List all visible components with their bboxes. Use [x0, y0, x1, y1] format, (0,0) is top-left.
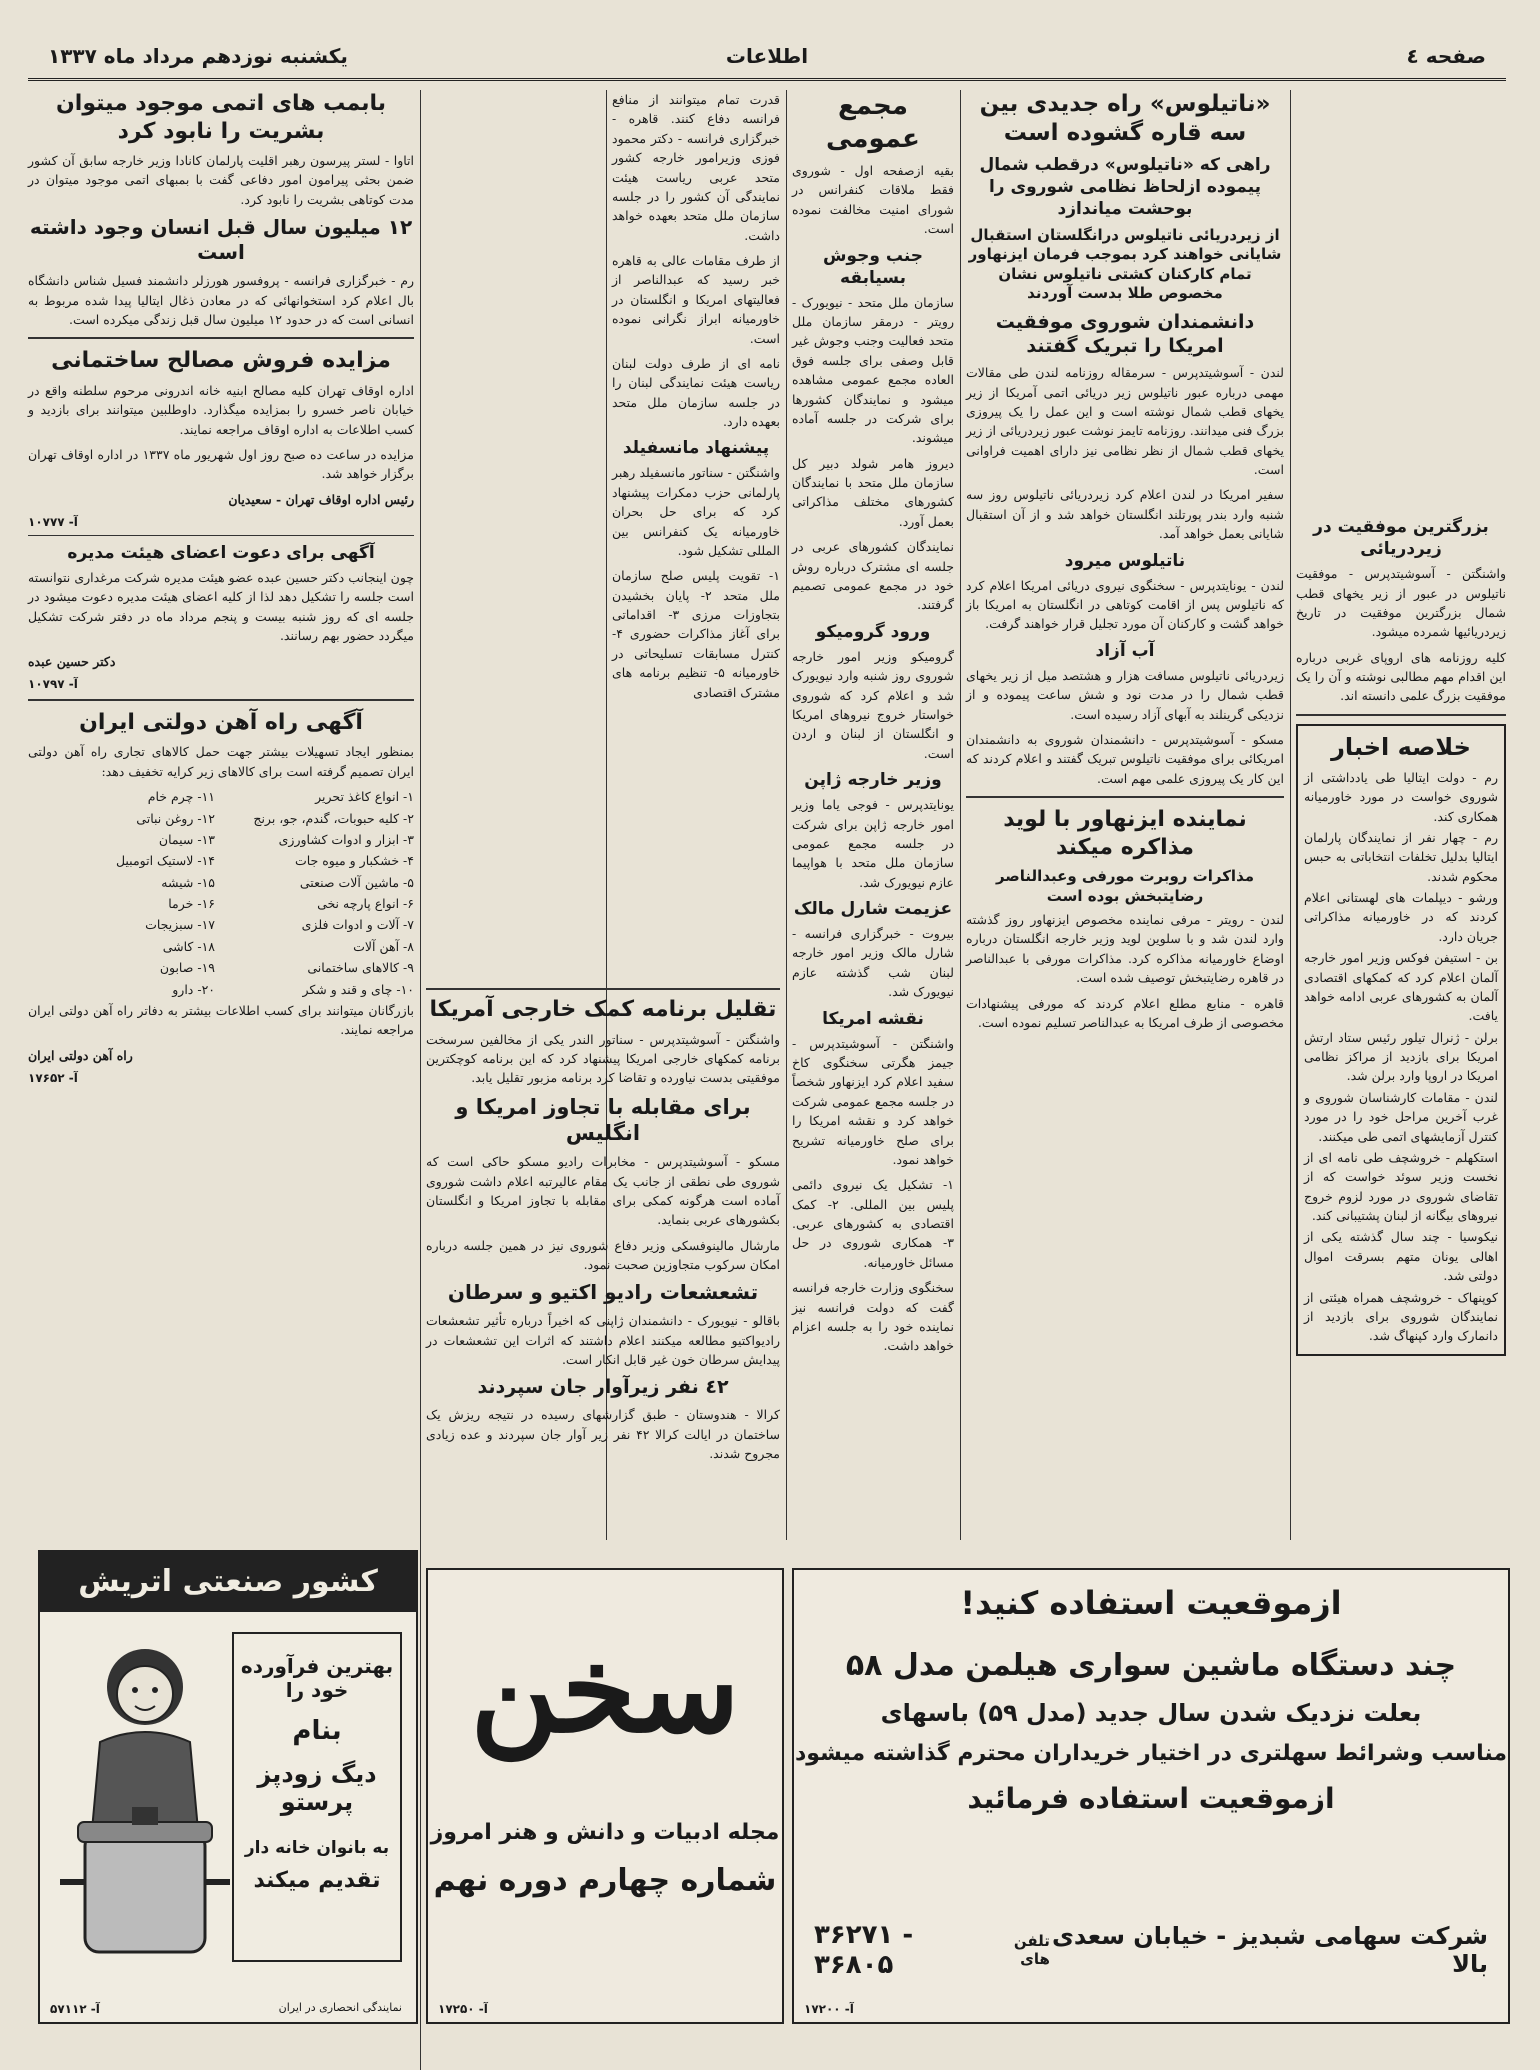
ad-magazine-title: سخن [470, 1619, 740, 1760]
subheading: عزیمت شارل مالک [793, 899, 953, 919]
headline-aggression: برای مقابله با تجاوز امریکا و انگلیس [455, 1094, 751, 1145]
article-text: لندن - یونایتدپرس - سخنگوی نیروی دریائی امریکا اعلام کرد که ناتیلوس پس از اقامت کوتاهی در انگلستان به امریکا باز خواهد گشت و کارکنان آن مورد تجلیل قرار خواهند گرفت. [966, 577, 1284, 632]
ad-line: بعلت نزدیک شدن سال جدید (مدل ۵۹) باسهای [880, 1699, 1422, 1727]
subheading: جنب وجوش بسیابقه [822, 245, 924, 288]
summary-item: رم - چهار نفر از نمایندگان پارلمان ایتالیا بدلیل تخلفات انتخاباتی به حبس محکوم شدند. [1304, 829, 1498, 884]
list-item: ۸- آهن آلات [353, 938, 414, 954]
ad-line: تقدیم میکند [253, 1868, 381, 1893]
ad-code: ۱۰۷۹۷ -آ [28, 676, 78, 691]
article-text: واشنگتن - آسوشیتدپرس - موفقیت ناتیلوس در عبور از زیر یخهای قطب شمال بزرگترین موفقیت در تاریخ زیردریائیها شمرده میشود. [1296, 566, 1506, 640]
list-item: ۴- خشکبار و میوه جات [294, 853, 414, 869]
article-text: واشنگتن - آسوشیتدپرس - سناتور الندر یکی از مخالفین سرسخت برنامه کمکهای خارجی امریکا پیشنهاد کرد که این برنامه کوچکترین موفقیتی بدست نیاورده و تقاضا کرد برنامه مزبور تقلیل یابد. [426, 1031, 780, 1086]
news-column-middle [612, 90, 780, 990]
list-item: ۱۱- چرم خام [147, 789, 215, 805]
ad-hillman-cars [792, 1568, 1510, 2024]
list-item: ۶- انواع پارچه نخی [317, 896, 414, 912]
list-item: ۱۵- شیشه [161, 874, 215, 890]
list-item: ۱۴- لاستیک اتومبیل [115, 853, 215, 869]
paper-name: اطلاعات [725, 44, 809, 68]
ad-sokhan-magazine [426, 1568, 784, 2024]
ad-magazine-issue: شماره چهارم دوره نهم [433, 1863, 777, 1898]
article-text: مزایده در ساعت ده صبح روز اول شهریور ماه ۱۳۳۷ در اداره اوقاف تهران برگزار خواهد شد. [28, 446, 414, 482]
subhead-nautilus-3: دانشمندان شوروی موفقیت امریکا را تبریک گفتند [995, 310, 1255, 358]
article-text: نمایندگان کشورهای عربی در جلسه ای مشترک درباره روش خود در مجمع عمومی تصمیم گرفتند. [792, 539, 954, 613]
news-column-lower-middle [426, 988, 780, 1566]
page-number: صفحه ٤ [1406, 44, 1486, 68]
ad-line: بهترین فرآورده خود را [240, 1654, 394, 1702]
article-text: کرالا - هندوستان - طبق گزارشهای رسیده در نتیجه ریزش یک ساختمان در ایالت کرالا ۴۲ نفر زیر آوار جان سپردند و عده زیادی مجروح شدند. [426, 1407, 780, 1461]
ad-code: ۱۰۷۷۷ -آ [28, 515, 78, 529]
list-item: ۱۸- کاشی [162, 938, 215, 954]
article-text: مسکو - آسوشیتدپرس - دانشمندان شوروی به دانشمندان امریکائی برای موفقیت ناتیلوس تبریک گفتند و اعلام کردند که این کار یک پیروزی علمی مهم است. [966, 731, 1284, 786]
summary-item: رم - دولت ایتالیا طی یادداشتی از شوروی خواست در مورد خاورمیانه همکاری کند. [1304, 769, 1498, 824]
list-item: ۳- ابزار و ادوات کشاورزی [278, 831, 414, 847]
ad-line: چند دستگاه ماشین سواری هیلمن مدل ۵۸ [845, 1648, 1457, 1683]
news-column-nautilus [966, 90, 1284, 1170]
article-text: قدرت تمام میتوانند از منافع فرانسه دفاع کنند. قاهره - خبرگزاری فرانسه - دکتر محمود فوزی وزیرامور خارجه کشور متحد عربی ریاست هیئت نمایندگی آن کشور را در جلسه سازمان ملل متحد بعهده خواهد داشت. [612, 92, 780, 243]
summary-item: برلن - ژنرال تیلور رئیس ستاد ارتش امریکا برای بازدید از مراکز نظامی امریکا در اروپا وارد برلن شد. [1304, 1029, 1498, 1084]
ad-austria-pressure-cooker [38, 1550, 418, 2024]
list-item: ۹- کالاهای ساختمانی [307, 960, 414, 976]
ad-title: کشور صنعتی اتریش [40, 1552, 416, 1612]
headline-radiation: تشعشعات رادیو اکتیو و سرطان [447, 1280, 759, 1305]
subheading: پیشنهاد مانسفیلد [622, 438, 770, 459]
spacer [792, 1128, 1284, 1138]
article-text: قاهره - منابع مطلع اعلام کردند که مورفی پیشنهادات مخصوصی از طرف امریکا به عبدالناصر تسلیم نموده است. [966, 995, 1284, 1030]
list-item: ۱۶- خرما [168, 896, 215, 912]
summary-item: استکهلم - خروشچف طی نامه ای از نخست وزیر سوئد خواست که از تقاضای شوروی در مورد لزوم خروج نیروهای بیگانه از لبنان پشتیبانی کند. [1304, 1149, 1498, 1224]
ad-phone-label: تلفن های [1013, 1932, 1050, 1968]
list-item: ۱۳- سیمان [158, 831, 215, 847]
headline-12-million-years: ۱۲ میلیون سال قبل انسان وجود داشته است [29, 215, 413, 265]
signature: رئیس اداره اوقاف تهران - سعیدیان [228, 491, 414, 507]
ad-line: بنام [292, 1716, 342, 1746]
ad-code: ۱۷۲۵۰ -آ [438, 2002, 488, 2016]
article-text: باقالو - نیویورک - دانشمندان ژاپنی که اخیراً درباره تأثیر تشعشعات رادیواکتیو مطالعه میکنند اعلام داشتند که اثرات این تشعشعات در پیدایش سرطان خون غیر قابل انکار است. [426, 1313, 780, 1368]
article-text: اداره اوقاف تهران کلیه مصالح ابنیه خانه اندرونی مرحوم سلطنه واقع در خیابان ناصر خسرو را بمزایده میگذارد. داوطلبین میتوانند برای بازدید و کسب اطلاعات به اداره اوقاف مراجعه نمایند. [28, 382, 414, 437]
subhead-murphy: مذاکرات روبرت مورفی وعبدالناصر رضایتبخش بوده است [995, 867, 1255, 905]
article-text: ۱- تقویت پلیس صلح سازمان ملل متحد ۲- پایان بخشیدن بتجاوزات مرزی ۳- اقداماتی برای آغاز مذاکرات حضوری ۴- کنترل مسابقات تسلیحاتی در خاورمیانه ۵- تنظیم برنامه های مشترک اقتصادی [612, 568, 780, 700]
article-text: مارشال مالینوفسکی وزیر دفاع شوروی نیز در همین جلسه درباره امکان سرکوب متجاوزین صحبت نمود. [426, 1237, 780, 1272]
column-rule [420, 90, 421, 2070]
masthead [28, 38, 1506, 81]
article-text: لندن - آسوشیتدپرس - سرمقاله روزنامه لندن طی مقالات مهمی درباره عبور ناتیلوس زیر دریائی اتمی آمریکا از زیر یخهای قطب شمال نوشته است و این عمل را یک پیروزی بزرگ فنی میدانند. روزنامه تایمز نوشت عبور زیردریائی از زیر یخهای قطب شمال از نظر نظامی نیز دارای اهمیت فراوانی است. [966, 365, 1284, 478]
article-text: نامه ای از طرف دولت لبنان ریاست هیئت نمایندگی لبنان را در جلسه سازمان ملل متحد بعهده دارد. [612, 355, 780, 429]
signature: راه آهن دولتی ایران [28, 1047, 133, 1063]
subheading: وزیر خارجه ژاپن [804, 770, 942, 791]
article-text: بقیه ازصفحه اول - شوروی فقط ملاقات کنفرانس در شورای امنیت مخالفت نموده است. [792, 163, 954, 237]
list-item: ۱۰- چای و قند و شکر [302, 981, 414, 997]
article-text: سفیر امریکا در لندن اعلام کرد زیردریائی ناتیلوس روز سه شنبه وارد بندر پورتلند انگلستان خواهد شد و از آن استقبال شایانی بعمل خواهد آمد. [966, 487, 1284, 542]
news-column-general-assembly [792, 90, 954, 1354]
headline-eisenhower-envoy: نماینده ایزنهاور با لوید مذاکره میکند [1003, 807, 1247, 860]
ad-line: ازموقعیت استفاده فرمائید [967, 1782, 1335, 1815]
article-text: اتاوا - لستر پیرسون رهبر اقلیت پارلمان کانادا وزیر خارجه سابق آن کشور ضمن بحثی پیرامون امور دفاعی گفت با بمبهای اتمی موجود میتوان در مدت کوتاهی بشریت را نابود کرد. [28, 153, 414, 207]
ad-company-row [814, 1920, 1488, 1980]
list-item: ۲- کلیه حبوبات، گندم، جو، برنج [253, 810, 414, 826]
ad-magazine-subtitle: مجله ادبیات و دانش و هنر امروز [430, 1820, 780, 1845]
article-text: بیروت - خبرگزاری فرانسه - شارل مالک وزیر امور خارجه لبنان شب گذشته عازم نیویورک شد. [792, 926, 954, 1000]
article-text: از طرف مقامات عالی به قاهره خبر رسید که عبدالناصر از فعالیتهای امریکا و انگلستان در خاورمیانه ابراز نگرانی نموده است. [612, 253, 780, 346]
headline-nautilus: «ناتیلوس» راه جدیدی بین سه قاره گشوده است [979, 91, 1271, 146]
news-column-left [28, 90, 414, 1560]
summary-item: ورشو - دیپلمات های لهستانی اعلام کردند که در خاورمیانه مذاکراتی جریان دارد. [1304, 890, 1498, 944]
article-text: سازمان ملل متحد - نیویورک - رویتر - درمقر سازمان ملل متحد فعالیت وجنب وجوش غیر قابل وصفی برای جلسه فوق العاده مجمع عمومی مشاهده میشود و نمایندگان کشورها برای شرکت در جلسه آماده میشوند. [792, 294, 954, 446]
ad-footer: نمایندگی انحصاری در ایران [278, 2001, 402, 2014]
column-rule [786, 90, 787, 1540]
issue-date: یکشنبه نوزدهم مرداد ماه ۱۳۳۷ [48, 44, 348, 68]
headline-atomic-bombs: بابمب های اتمی موجود میتوان بشریت را نابود کرد [56, 91, 386, 144]
subhead-nautilus: راهی که «ناتیلوس» درقطب شمال پیموده ازلحاظ نظامی شوروی را بوحشت میاندازد [979, 154, 1271, 219]
headline-foreign-aid: تقلیل برنامه کمک خارجی آمریکا [429, 997, 777, 1022]
railway-goods-list [28, 787, 414, 1001]
article-text: دیروز هامر شولد دبیر کل سازمان ملل متحد با نمایندگان کشورهای مختلف مذاکراتی بعمل آورد. [792, 455, 954, 529]
list-item: ۷- آلات و ادوات فلزی [301, 917, 414, 933]
ad-title: ازموقعیت استفاده کنید! [960, 1584, 1342, 1622]
ad-line: به بانوان خانه دار [244, 1838, 390, 1858]
article-text: سخنگوی وزارت خارجه فرانسه گفت که دولت فرانسه نیز نماینده خود را به جلسه اعزام خواهد داشت. [792, 1280, 954, 1354]
article-text: زیردریائی ناتیلوس مسافت هزار و هشتصد میل از زیر یخهای قطب شمال را در مدت نود و شش ساعت پیموده و از نزدیکی گرینلند به آبهای آزاد رسیده است. [966, 667, 1284, 722]
ad-slogan-box [232, 1632, 402, 1962]
column-rule [960, 90, 961, 1540]
ad-line: مناسب وشرائط سهلتری در اختیار خریداران محترم گذاشته میشود [795, 1741, 1507, 1766]
ad-brand: دیگ زودپز پرستو [257, 1760, 377, 1816]
article-text: کلیه روزنامه های اروپای غربی درباره این اقدام مهم مطالبی نوشته و آن را یک موفقیت بزرگ علمی دانسته اند. [1296, 649, 1506, 704]
woman-with-cooker-illustration [60, 1632, 230, 1972]
article-text: لندن - رویتر - مرفی نماینده مخصوص ایزنهاور روز گذشته وارد لندن شد و با سلوین لوید وزیر خارجه انگلستان درباره اوضاع خاورمیانه مذاکره کرد. مذاکرات مورفی با عبدالناصر در قاهره رضایتبخش توصیف شده است. [966, 912, 1284, 986]
article-text: واشنگتن - آسوشیتدپرس - جیمز هگرتی سخنگوی کاخ سفید اعلام کرد ایزنهاور شخصاً در جلسه مجمع عمومی شرکت خواهد کرد و نقشه امریکا را برای صلح خاورمیانه تشریح خواهد نمود. [792, 1035, 954, 1167]
list-item: ۵- ماشین آلات صنعتی [299, 874, 414, 890]
article-text: بازرگانان میتوانند برای کسب اطلاعات بیشتر به دفاتر راه آهن دولتی ایران مراجعه نمایند. [28, 1002, 414, 1038]
summary-item: کوپنهاک - خروشچف همراه هیئتی از نمایندگان شوروی برای بازدید از دانمارک وارد کپنهاگ شد. [1304, 1289, 1498, 1344]
summary-item: بن - استیفن فوکس وزیر امور خارجه آلمان اعلام کرد که کمکهای اقتصادی آلمان به کشورهای عربی ادامه خواهد یافت. [1304, 950, 1498, 1024]
summary-item: لندن - مقامات کارشناسان شوروی و غرب آخرین مراحل خود را در مورد کنترل آزمایشهای اتمی طی میکنند. [1304, 1089, 1498, 1144]
ad-phones: ۳۶۲۷۱ - ۳۶۸۰۵ [814, 1920, 914, 1980]
news-summary-box [1296, 724, 1506, 1356]
subhead-nautilus-2: از زیردریائی ناتیلوس درانگلستان استقبال شایانی خواهند کرد بموجب فرمان ایزنهاور تمام کارکنان کشتی ناتیلوس نشان مخصوص طلا بدست آوردند [968, 225, 1282, 303]
news-summary-list [1304, 768, 1498, 1346]
list-item: ۱۹- صابون [159, 960, 215, 976]
headline-railway: آگهی راه آهن دولتی ایران [79, 709, 363, 735]
list-item: ۲۰- دارو [172, 981, 215, 997]
subheading: نقشه امریکا [822, 1008, 924, 1029]
ad-code: ۱۷۲۰۰ -آ [804, 2002, 854, 2016]
article-text: چون اینجانب دکتر حسین عبده عضو هیئت مدیره شرکت مرغداری نتوانسته است جلسه را تشکیل دهد لذا از کلیه اعضای هیئت مدیره دعوت میشود در جلسه ای که روز شنبه بیست و پنجم مرداد ماه در دفتر شرکت تشکیل میگردد حضور بهم رسانند. [28, 570, 414, 644]
headline-collapse: ٤٢ نفر زیرآوار جان سپردند [477, 1375, 729, 1398]
list-item: ۱۷- سبزیجات [145, 917, 215, 933]
headline-auction: مزایده فروش مصالح ساختمانی [51, 348, 391, 374]
article-text: گرومیکو وزیر امور خارجه شوروی روز شنبه وارد نیویورک شد و اعلام کرد که شوروی خواستار خروج نیروهای امریکا و انگلستان از لبنان و اردن است. [792, 648, 954, 761]
column-rule [1290, 90, 1291, 1540]
subheading: آب آزاد [1095, 640, 1155, 661]
blank-top [1296, 90, 1506, 510]
subheading: ورود گرومیکو [815, 621, 931, 642]
ad-company: شرکت سهامی شبدیز - خیابان سعدی بالا [1051, 1922, 1488, 1978]
list-item: ۱۲- روغن نباتی [136, 810, 215, 826]
news-summary-title: خلاصه اخبار [1331, 732, 1471, 761]
article-text: مسکو - آسوشیتدپرس - مخابرات رادیو مسکو حاکی است که شوروی طی نطقی از جانب یک مقام عالیرتبه اعلام داشت شوروی آماده است هرگونه کمکی برای مقابله با تجاوز امریکا و انگلستان بکشورهای عربی بنماید. [426, 1154, 780, 1228]
list-item: ۱- انواع کاغذ تحریر [315, 789, 414, 805]
headline-submarine-success: بزرگترین موفقیت در زیردریائی [1313, 517, 1489, 560]
article-text: واشنگتن - سناتور مانسفیلد رهبر پارلمانی حزب دمکرات پیشنهاد کرد که برای حل بحران خاورمیانه یک کنفرانس بین المللی تشکیل شود. [612, 465, 780, 558]
ad-code: ۵۷۱۱۲ -آ [50, 2002, 100, 2016]
signature: دکتر حسین عبده [28, 653, 116, 669]
ad-code: ۱۷۶۵۲ -آ [28, 1071, 78, 1086]
article-text: بمنظور ایجاد تسهیلات بیشتر جهت حمل کالاهای تجاری راه آهن دولتی ایران تصمیم گرفته است برای کالاهای زیر کرایه تخفیف دهد: [28, 744, 414, 779]
subheading: ناتیلوس میرود [1064, 550, 1186, 571]
headline-general-assembly: مجمع عمومی [826, 91, 920, 154]
summary-item: نیکوسیا - چند سال گذشته یکی از اهالی یونان متهم بسرقت اموال دولتی شد. [1304, 1229, 1498, 1284]
article-text: ۱- تشکیل یک نیروی دائمی پلیس بین المللی. ۲- کمک اقتصادی به کشورهای عربی. ۳- همکاری شوروی در حل مسائل خاورمیانه. [792, 1177, 954, 1270]
article-text: رم - خبرگزاری فرانسه - پروفسور هورزلر دانشمند فسیل شناس دانشگاه بال اعلام کرد استخوانهائی که در معادن ذغال ایتالیا پیدا شده مربوط به انسانی است که در حدود ۱۲ میلیون سال قبل زندگی میکرده است. [28, 273, 414, 327]
newspaper-page [28, 38, 1506, 2033]
article-text: یونایتدپرس - فوجی یاما وزیر امور خارجه ژاپن برای شرکت در جلسه مجمع عمومی سازمان ملل متحد با هواپیما عازم نیویورک شد. [792, 797, 954, 890]
subheading: آگهی برای دعوت اعضای هیئت مدیره [67, 543, 375, 563]
